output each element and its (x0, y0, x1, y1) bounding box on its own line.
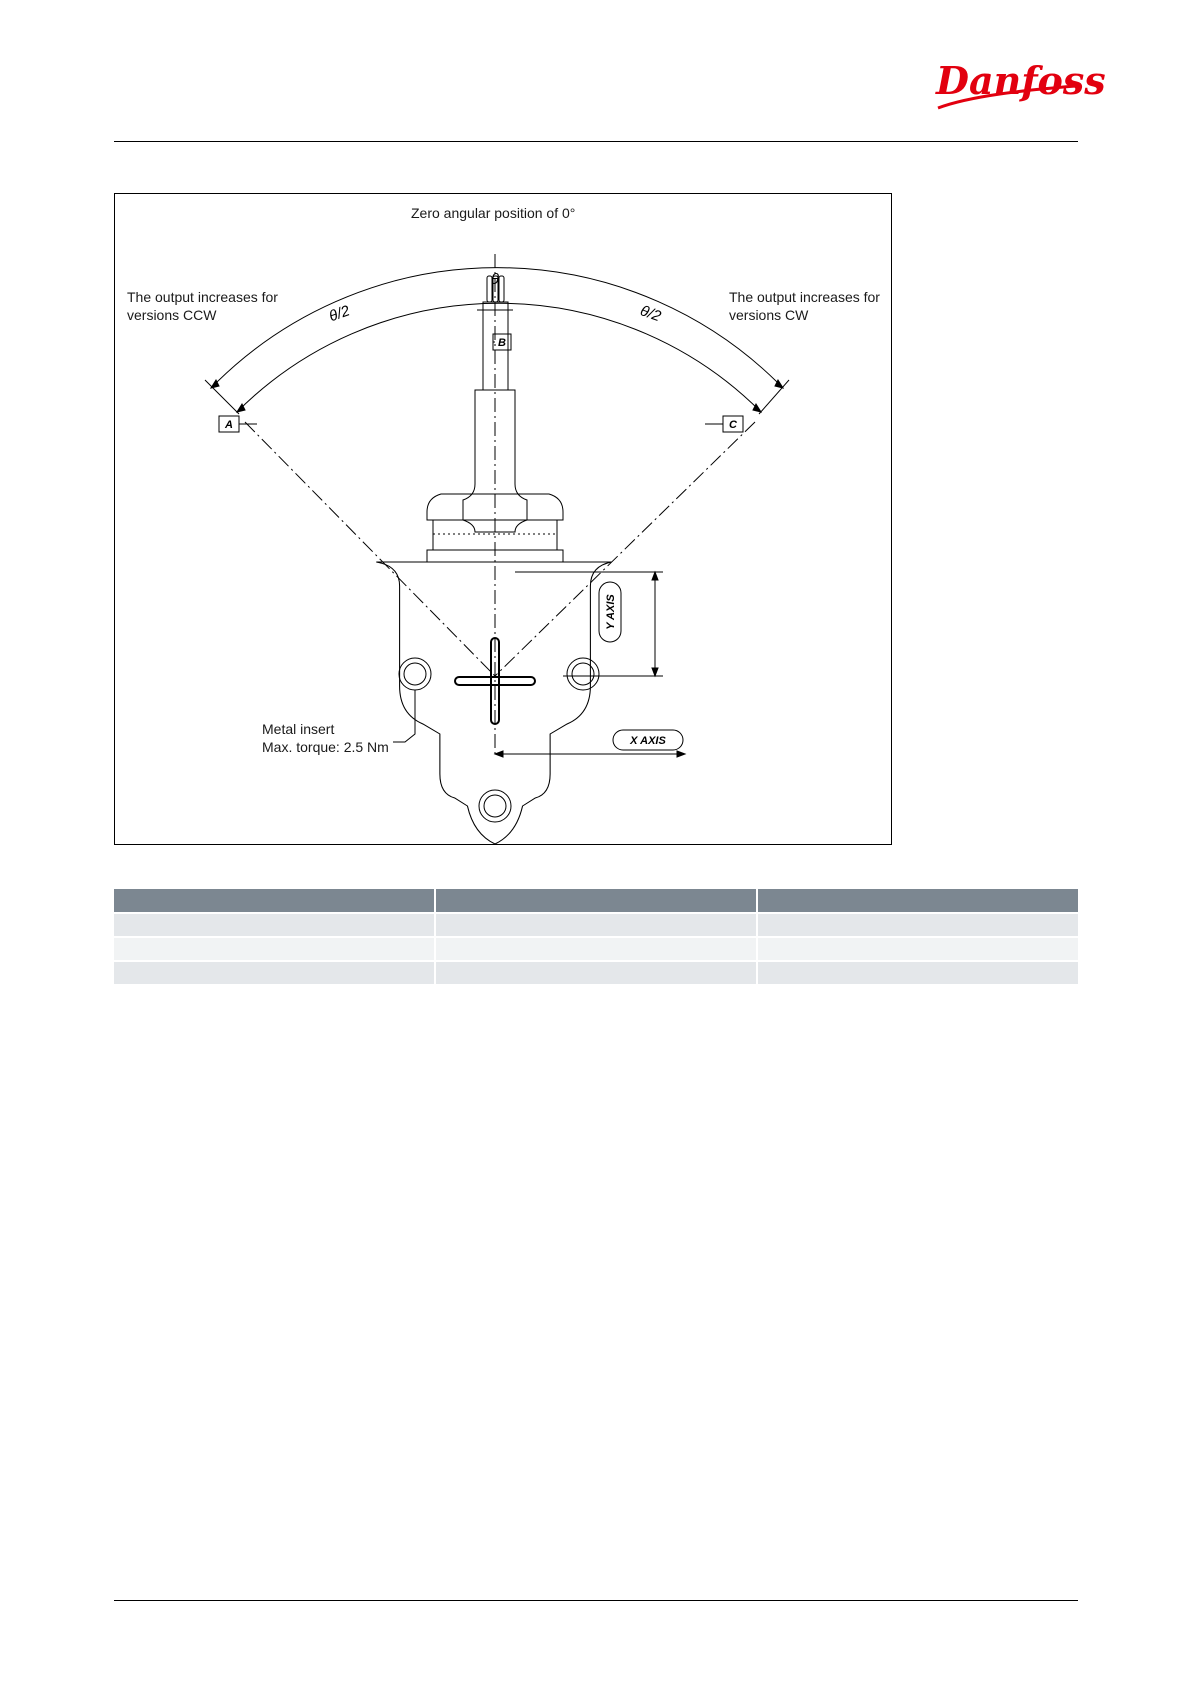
y-axis-label: Y AXIS (605, 594, 617, 630)
table-cell (757, 961, 1078, 984)
half-theta-left-label: θ/2 (326, 302, 353, 326)
x-axis-label: X AXIS (630, 735, 666, 747)
cw-label: The output increases for versions CW (729, 289, 880, 323)
header-rule (114, 141, 1078, 142)
ext-line-right (759, 380, 789, 414)
zero-position-label: Zero angular position of 0° (411, 205, 576, 221)
flange-body (376, 562, 611, 844)
angle-line-a (245, 422, 495, 676)
metal-insert-label: Metal insert Max. torque: 2.5 Nm (262, 721, 389, 755)
table-cell (757, 913, 1078, 937)
table-cell (114, 937, 435, 961)
table-header-cell (435, 889, 756, 913)
x-dim-arrow-left (495, 751, 503, 757)
x-dim-arrow-right (677, 751, 685, 757)
marker-c: C (729, 419, 737, 431)
marker-a: A (225, 419, 233, 431)
table-cell (435, 961, 756, 984)
insert-leader (393, 690, 415, 742)
footer-rule (114, 1600, 1078, 1601)
table-cell (435, 937, 756, 961)
ext-line-left (205, 380, 239, 414)
half-theta-right-label: θ/2 (637, 302, 664, 326)
theta-half-arc-inner (237, 303, 761, 412)
spec-table (114, 889, 1078, 984)
table-cell (435, 913, 756, 937)
theta-label: θ (490, 271, 500, 288)
table-header-row (114, 889, 1078, 913)
y-dim-arrow-bottom (652, 668, 658, 676)
table-row (114, 961, 1078, 984)
danfoss-logo (930, 50, 1106, 116)
logo-text: Danfoss (936, 58, 1106, 103)
ccw-label: The output increases for versions CCW (127, 289, 278, 323)
angle-line-c (495, 422, 755, 676)
marker-b: B (498, 337, 506, 349)
table-row (114, 937, 1078, 961)
table-cell (757, 937, 1078, 961)
sensor-drawing (114, 193, 892, 845)
table-header-cell (114, 889, 435, 913)
wire-3 (499, 276, 504, 302)
table-cell (114, 913, 435, 937)
table-header-cell (757, 889, 1078, 913)
table-cell (114, 961, 435, 984)
table-row (114, 913, 1078, 937)
y-dim-arrow-top (652, 572, 658, 580)
